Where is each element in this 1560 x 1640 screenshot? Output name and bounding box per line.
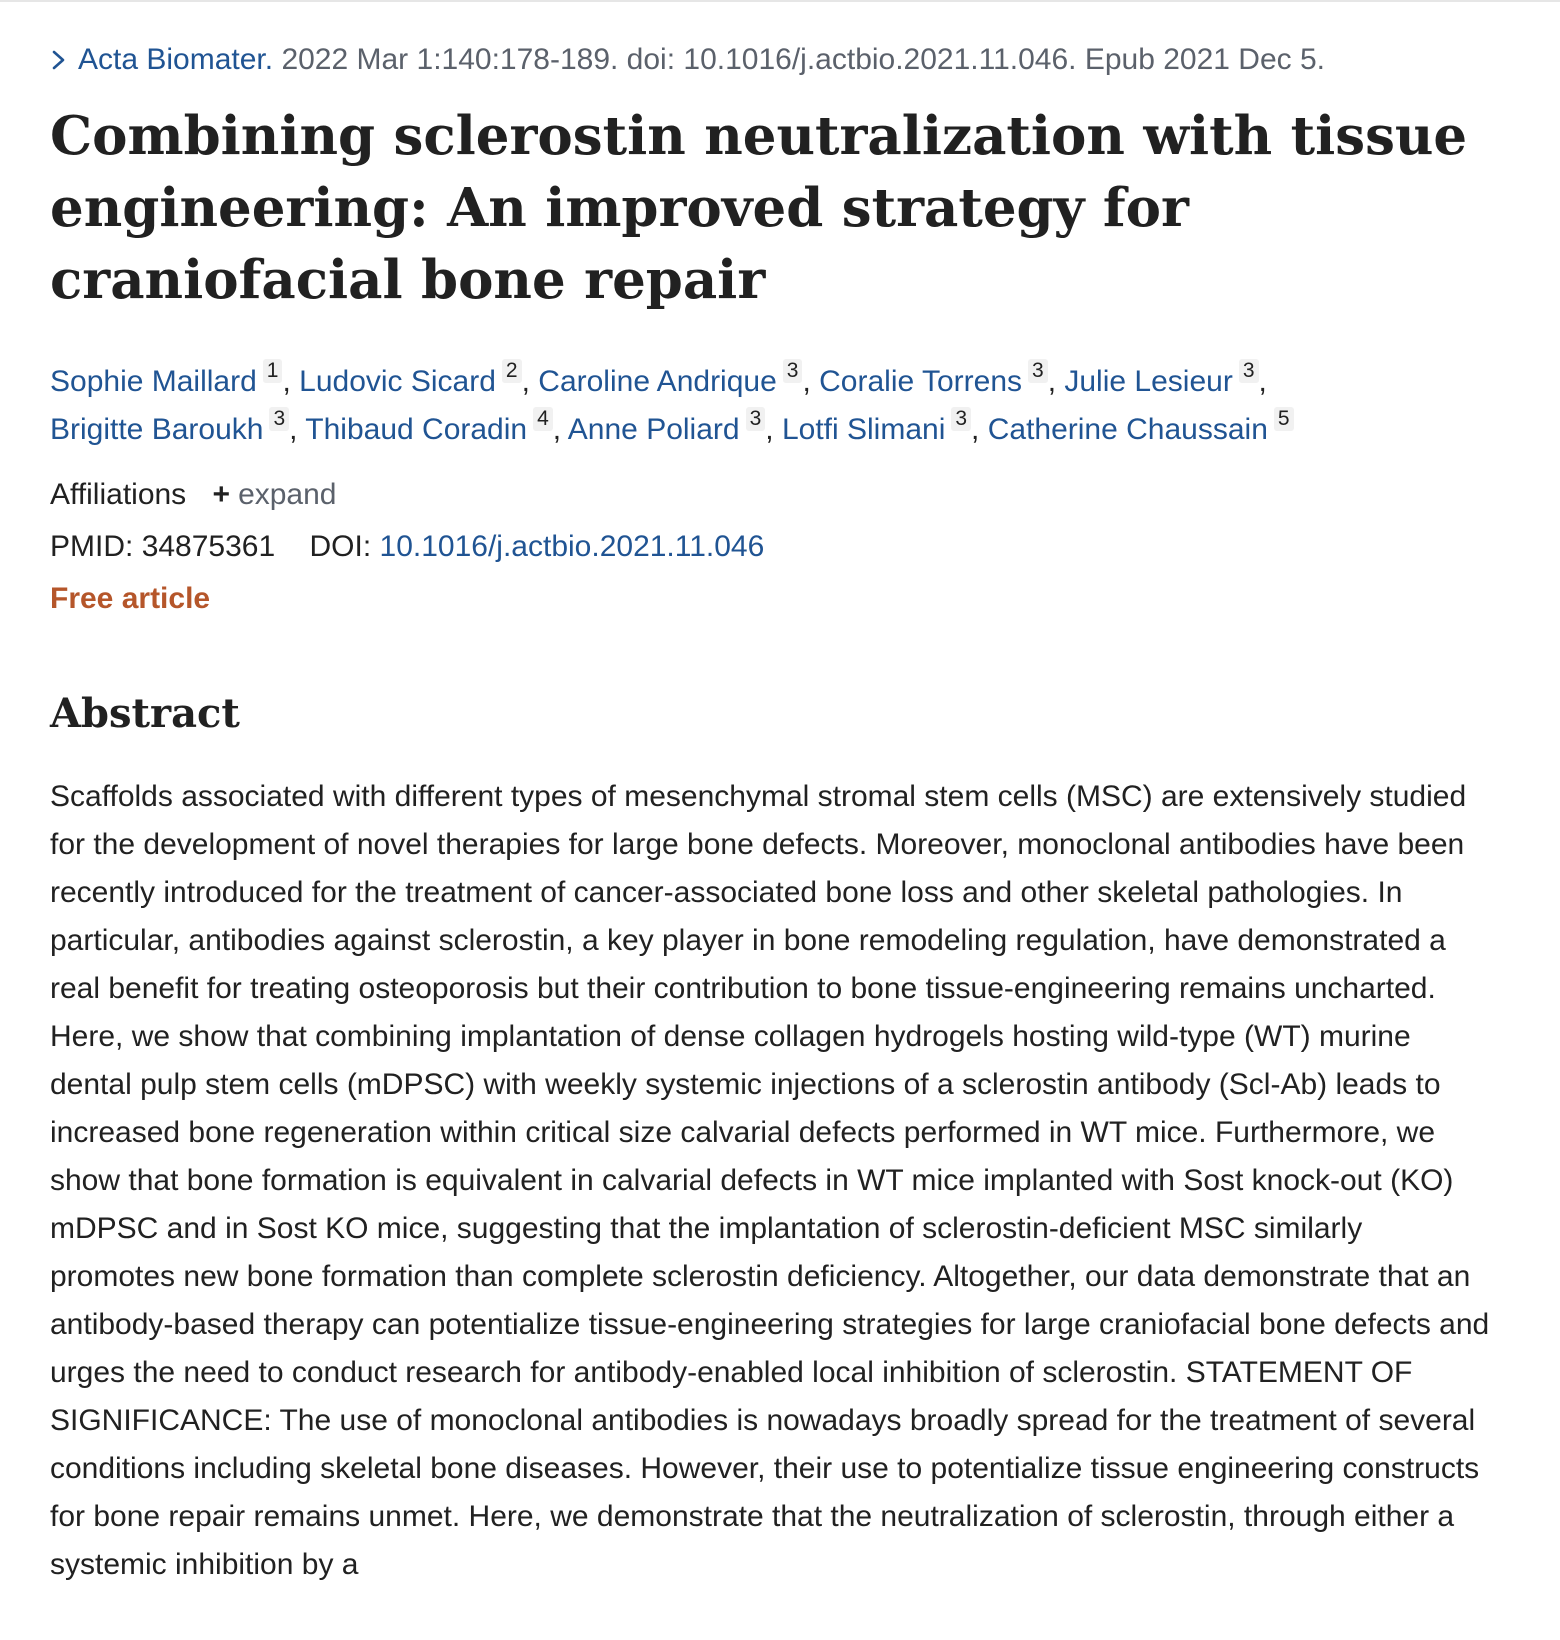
article-page [50, 40, 1500, 1619]
expand-label: expand [238, 478, 337, 511]
affiliation-badge[interactable]: 3 [1239, 359, 1259, 383]
affiliation-badge[interactable]: 4 [533, 407, 553, 431]
affiliation-badge[interactable]: 1 [263, 359, 283, 383]
affiliation-badge[interactable]: 5 [1274, 407, 1294, 431]
identifiers-row [50, 526, 1500, 568]
plus-icon: + [212, 478, 231, 511]
article-title: Combining sclerostin neutralization with tissue engineering: An improved strategy for craniofacial bone repair [50, 105, 1468, 311]
author-link[interactable]: Ludovic Sicard [299, 365, 496, 398]
doi-label: DOI: [309, 530, 372, 563]
chevron-right-icon[interactable] [50, 40, 78, 80]
affiliation-badge[interactable]: 3 [1028, 359, 1048, 383]
author-list: Sophie Maillard $^1$ , Ludovic Sicard $^2$ , Caroline Andrique $^3$ , Coralie Torrens $^3$ , Julie Lesieur $^3$ , Brigitte Baroukh $^3$ , Thibaud Coradin $^4$ , Anne Poliard $^3$ , Lotfi Slimani $^3$ , Catherine Chaussain $^5$ [50, 358, 1500, 454]
author-link[interactable]: Anne Poliard [567, 413, 740, 446]
free-article-badge: Free article [50, 582, 211, 615]
affiliations-expand-button[interactable] [213, 478, 337, 511]
author-link[interactable]: Coralie Torrens [819, 365, 1023, 398]
doi-link[interactable]: 10.1016/j.actbio.2021.11.046 [379, 530, 765, 563]
affiliations-label: Affiliations [50, 478, 187, 511]
abstract-heading: Abstract [50, 690, 240, 737]
author-link[interactable]: Brigitte Baroukh [50, 413, 264, 446]
author-link[interactable]: Julie Lesieur [1064, 365, 1233, 398]
top-divider [0, 0, 1560, 2]
affiliation-badge[interactable]: 3 [269, 407, 289, 431]
author-link[interactable]: Lotfi Slimani [781, 413, 946, 446]
author-link[interactable]: Caroline Andrique [538, 365, 777, 398]
abstract-text: Scaffolds associated with different types of mesenchymal stromal stem cells (MSC) are extensively studied for the development of novel therapies for large bone defects. Moreover, monoclonal antibodies have been recently introduced for the treatment of cancer-associated bone loss and other skeletal pathologies. In particular, antibodies against sclerostin, a key player in bone remodeling regulation, have demonstrated a real benefit for treating osteoporosis but their contribution to bone tissue-engineering remains uncharted. Here, we show that combining implantation of dense collagen hydrogels hosting wild-type (WT) murine dental pulp stem cells (mDPSC) with weekly systemic injections of a sclerostin antibody (Scl-Ab) leads to increased bone regeneration within critical size calvarial defects performed in WT mice. Furthermore, we show that bone formation is equivalent in calvarial defects in WT mice implanted with Sost knock-out (KO) mDPSC and in Sost KO mice, suggesting that the implantation of sclerostin-deficient MSC similarly promotes new bone formation than complete sclerostin deficiency. Altogether, our data demonstrate that an antibody-based therapy can potentialize tissue-engineering strategies for large craniofacial bone defects and urges the need to conduct research for antibody-enabled local inhibition of sclerostin. STATEMENT OF SIGNIFICANCE: The use of monoclonal antibodies is nowadays broadly spread for the treatment of several conditions including skeletal bone diseases. However, their use to potentialize tissue engineering constructs for bone repair remains unmet. Here, we demonstrate that the neutralization of sclerostin, through either a systemic inhibition by a [50, 780, 1490, 1582]
author-link[interactable]: Sophie Maillard [50, 365, 257, 398]
affiliation-badge[interactable]: 3 [783, 359, 803, 383]
citation-line [50, 40, 1500, 80]
affiliation-badge[interactable]: 2 [502, 359, 522, 383]
affiliations-row [50, 474, 1500, 516]
author-link[interactable]: Catherine Chaussain [987, 413, 1268, 446]
author-link[interactable]: Thibaud Coradin [305, 413, 528, 446]
affiliation-badge[interactable]: 3 [746, 407, 766, 431]
affiliation-badge[interactable]: 3 [951, 407, 971, 431]
citation-details: 2022 Mar 1:140:178-189. doi: 10.1016/j.actbio.2021.11.046. Epub 2021 Dec 5. [281, 43, 1326, 76]
pmid-label: PMID: [50, 530, 134, 563]
pmid-value: 34875361 [141, 530, 276, 563]
journal-link[interactable]: Acta Biomater. [78, 43, 274, 76]
